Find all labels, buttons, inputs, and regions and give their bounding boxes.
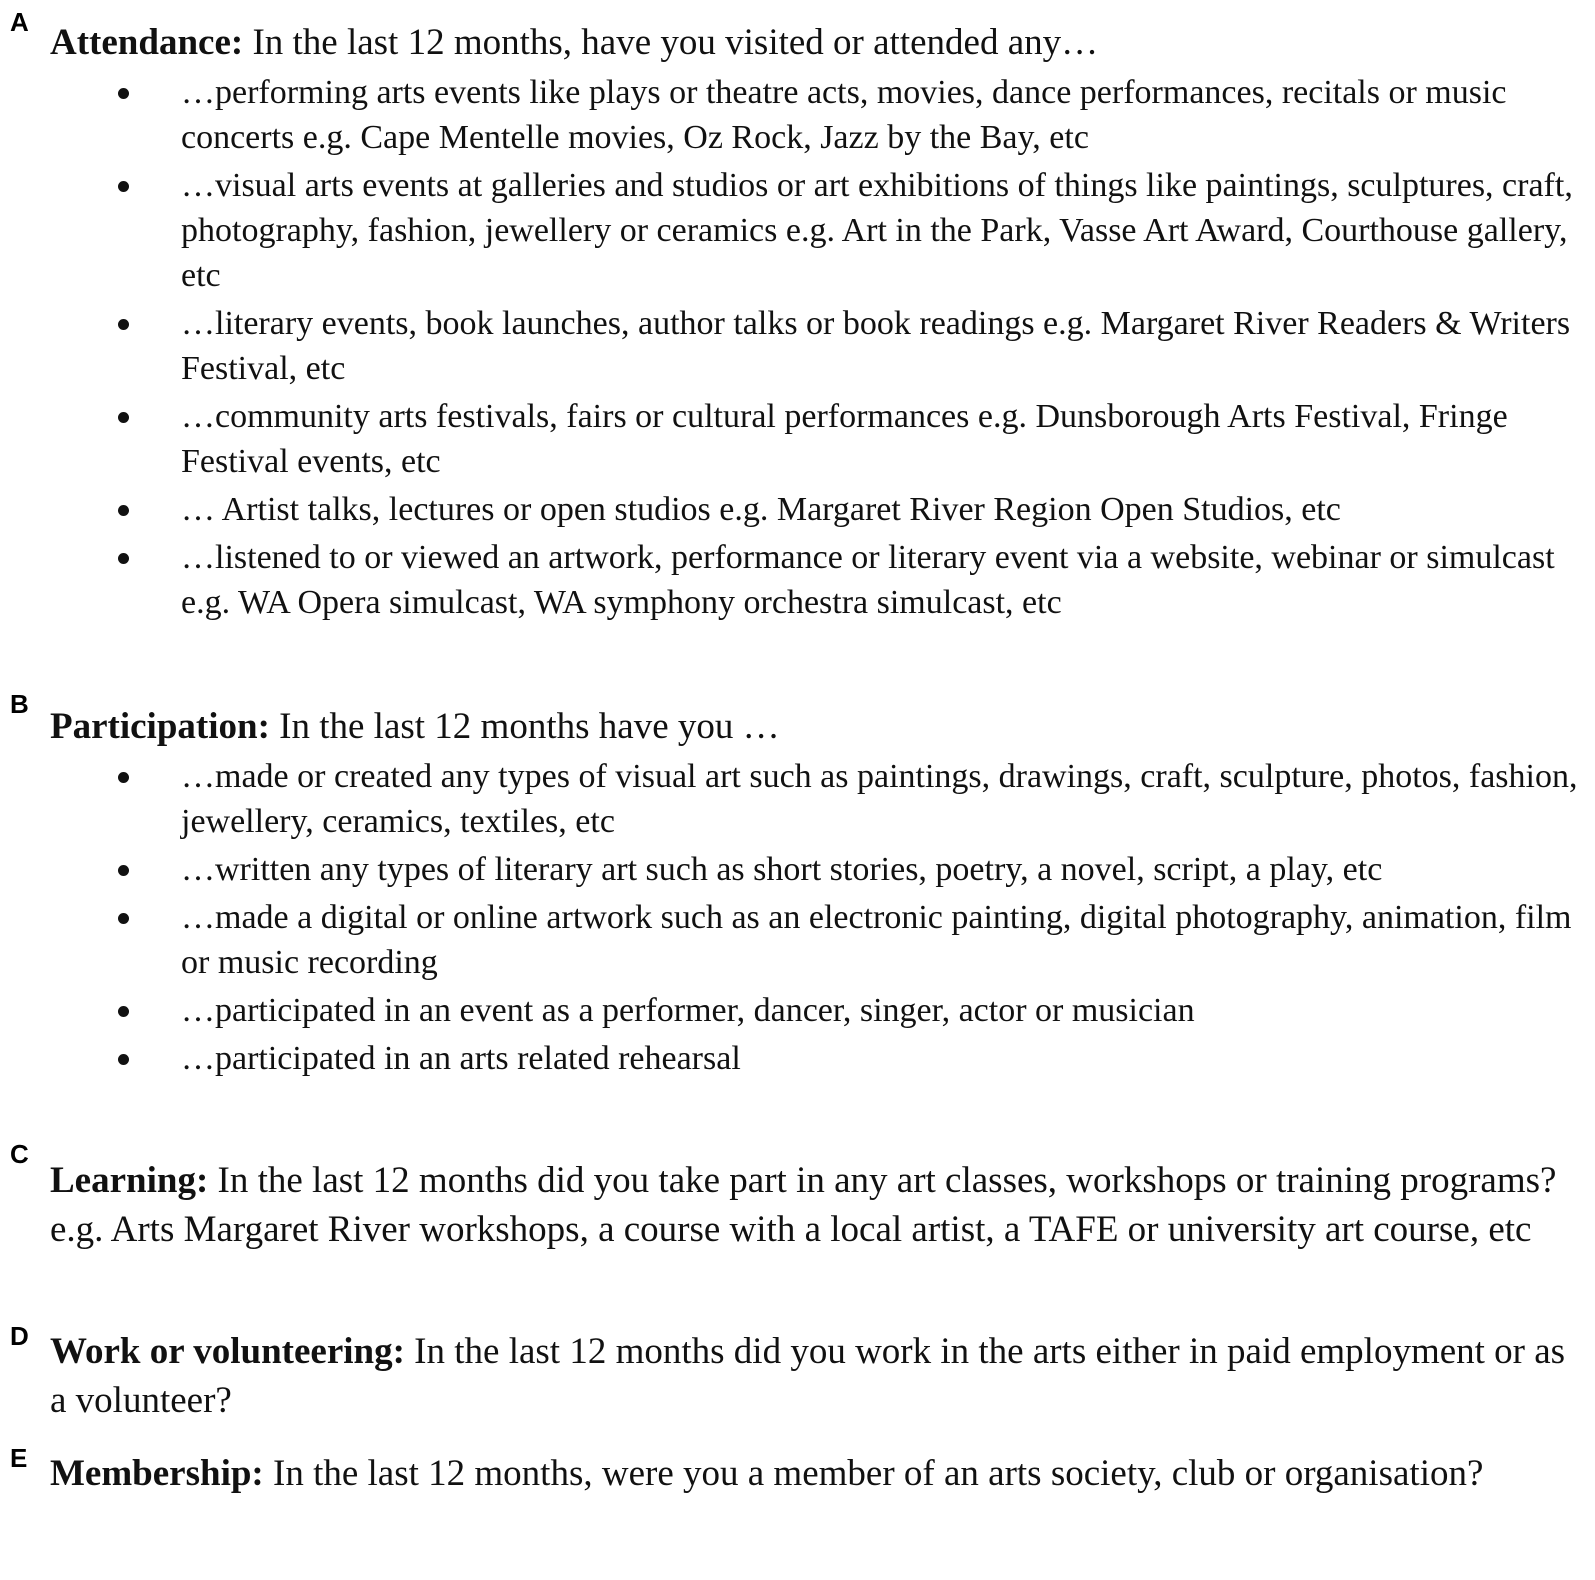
section-question-text: In the last 12 months, were you a member of an arts society, club or organisation? [263, 1453, 1484, 1494]
list-item [0, 754, 1581, 844]
list-item [0, 487, 1595, 532]
list-item [0, 895, 1581, 985]
section-heading: Work or volunteering: [50, 1331, 405, 1372]
list-item [0, 394, 1581, 484]
list-item-text: …made or created any types of visual art such as paintings, drawings, craft, sculpture, photos, fashion, jewellery, ceramics, textiles, etc [181, 758, 1578, 840]
bullet-icon [118, 319, 129, 330]
section-question-text: In the last 12 months have you … [269, 706, 780, 747]
section-heading: Learning: [50, 1160, 209, 1201]
section-question-text: In the last 12 months did you take part in any art classes, workshops or training programs? e.g. Arts Margaret River workshops, a course with a local artist, a TAFE or university art course, etc [50, 1160, 1557, 1250]
section-question [50, 1449, 1580, 1498]
list-item-text: …visual arts events at galleries and studios or art exhibitions of things like paintings, sculptures, craft, photography, fashion, jewellery or ceramics e.g. Art in the Park, Vasse Art Award, Courthouse gallery, etc [181, 167, 1573, 294]
list-item [0, 988, 1581, 1033]
bullet-list [0, 754, 1595, 1084]
list-item-text: …participated in an event as a performer, dancer, singer, actor or musician [181, 992, 1195, 1029]
list-item-text: …literary events, book launches, author talks or book readings e.g. Margaret River Readers & Writers Festival, etc [181, 305, 1571, 387]
list-item-text: …community arts festivals, fairs or cultural performances e.g. Dunsborough Arts Festival, Fringe Festival events, etc [181, 398, 1508, 480]
bullet-icon [118, 913, 129, 924]
list-item-text: … Artist talks, lectures or open studios e.g. Margaret River Region Open Studios, etc [181, 491, 1341, 528]
section-question [50, 1327, 1580, 1425]
section-question [50, 18, 1580, 67]
section-letter: D [10, 1321, 29, 1351]
section-question-text: In the last 12 months did you work in the arts either in paid employment or as a volunteer? [50, 1331, 1566, 1421]
list-item-text: …listened to or viewed an artwork, performance or literary event via a website, webinar or simulcast e.g. WA Opera simulcast, WA symphony orchestra simulcast, etc [181, 539, 1555, 621]
list-item [0, 847, 1581, 892]
section-letter: C [10, 1139, 29, 1169]
section-letter: B [10, 689, 29, 719]
list-item-text: …participated in an arts related rehearsal [181, 1040, 741, 1077]
list-item [0, 1036, 1581, 1081]
section-letter: E [10, 1443, 28, 1473]
list-item [0, 70, 1581, 160]
bullet-icon [118, 1054, 129, 1065]
bullet-icon [118, 88, 129, 99]
bullet-icon [118, 505, 129, 516]
list-item-text: …made a digital or online artwork such as an electronic painting, digital photography, animation, film or music recording [181, 899, 1572, 981]
bullet-icon [118, 772, 129, 783]
section-question [50, 702, 1580, 751]
bullet-icon [118, 412, 129, 423]
section-heading: Attendance: [50, 22, 244, 63]
bullet-icon [118, 181, 129, 192]
section-heading: Membership: [50, 1453, 264, 1494]
list-item-text: …performing arts events like plays or theatre acts, movies, dance performances, recitals or music concerts e.g. Cape Mentelle movies, Oz Rock, Jazz by the Bay, etc [181, 74, 1507, 156]
bullet-icon [118, 1006, 129, 1017]
bullet-icon [118, 865, 129, 876]
list-item [0, 301, 1581, 391]
list-item-text: …written any types of literary art such as short stories, poetry, a novel, script, a play, etc [181, 851, 1383, 888]
section-question [50, 1156, 1580, 1254]
section-letter: A [10, 7, 29, 37]
list-item [0, 535, 1581, 625]
list-item [0, 163, 1581, 298]
section-question-text: In the last 12 months, have you visited or attended any… [243, 22, 1099, 63]
bullet-icon [118, 553, 129, 564]
section-heading: Participation: [50, 706, 270, 747]
bullet-list [0, 70, 1595, 628]
